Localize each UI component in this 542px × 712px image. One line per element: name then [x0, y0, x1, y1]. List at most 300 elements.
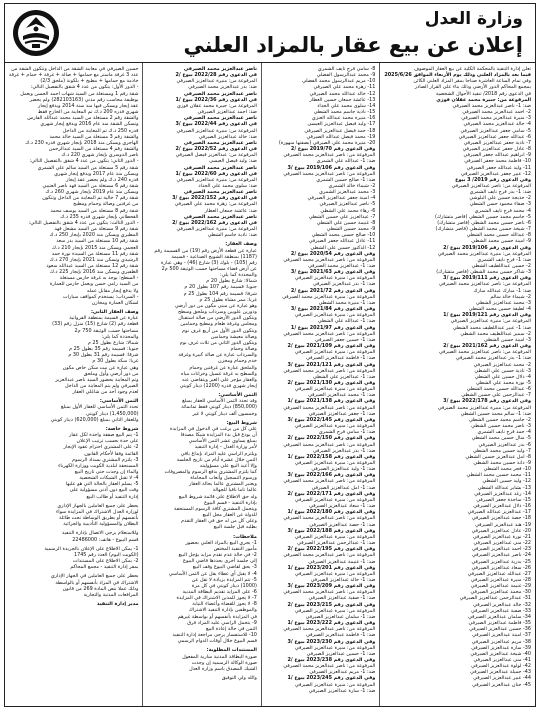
text-line: يحظر على جميع العاملين بالجهاز الإداري	[57, 502, 139, 509]
text-line: 1- يمكن الاطلاع على الإعلان بالجريدة الرسمية	[44, 545, 139, 552]
text-line: ضد: 1- بدر عبدالعزيز محمد الصيرفي	[455, 355, 531, 362]
announcement-body	[5, 63, 535, 706]
text-line: 19- محمد فيصل عبدالله الصيرفي	[306, 133, 376, 140]
text-line: في الدعوى رقم 2022/152 بيوع /3	[172, 195, 257, 202]
text-line: قسم البيوع - هاتف: 22486000	[72, 536, 139, 543]
announcement-header	[5, 4, 535, 63]
text-line: بإدارة التنفيذ - قسم البيوع	[204, 499, 257, 506]
text-line: وفي الدعوى رقم 2021/63 بيوع /3	[290, 269, 376, 276]
text-line: صورة البطاقة المدنية سارية المفعول	[182, 653, 257, 660]
text-line: 30- محمد عبدالعزيز الصيرفي	[470, 589, 531, 596]
text-line: المطيري ويسكن منذ 2020 بإيجار 250 د.ك	[49, 232, 139, 239]
text-line: شمالا: شارع بطول 20 م	[206, 278, 257, 285]
text-line: وفي الدعوى رقم 2022/178 بيوع /3	[443, 398, 531, 405]
text-line: والسطح به غرفة غسيل وخزانات مياه	[181, 370, 257, 377]
text-line: 1- يتم البيع صفقة واحدة لكل عقار	[69, 432, 139, 439]
text-line: 9- ابراهيم عبدالله جعفر الصيرفي	[463, 152, 531, 159]
text-line: رقم (105) - بلوك (3) شارع (46) - وهي عبارة	[161, 259, 257, 266]
text-line: 9- دانة حسين محمد الشطي	[473, 460, 531, 466]
text-line: من دور أرضي وأول وملحق	[83, 370, 139, 377]
text-line: المرفوعة من: منيرة عبدالعزيز الصيرفي	[294, 570, 376, 577]
text-line: 12- وليد حسين الشطي	[482, 478, 531, 485]
text-line: 2- سمير عبداللطيف محمد الشطي	[460, 330, 531, 337]
announcement-title: إعلان عن بيع عقار بالمزاد العلني	[183, 33, 523, 57]
text-line: 16- دلال عبدالعزيز الصيرفي	[473, 503, 531, 510]
text-line: شقة رقم 1 ومستغلة من السيد شهاب احمد الحسن ويعمل	[20, 90, 139, 97]
text-line: وفي الدعوى رقم 2023/215 بيوع /2	[287, 601, 376, 608]
text-line: من السيد رامي حسن ويعمل حارس للعمارة	[49, 281, 139, 288]
text-line: عبارة عن قطعة الأرض رقم (19) من القسيمة رقم	[154, 247, 257, 254]
text-line: وصالة وحمام	[230, 346, 257, 353]
text-line: 42- لولوة عبدالعزيز الصيرفي	[471, 663, 531, 670]
text-line: 2- جاسم محمد حسين الشطي	[468, 416, 531, 423]
text-line: بمقر إدارة التنفيذ - مجمع المحاكم	[70, 564, 139, 571]
text-line: لأمر وزارة العدل - إدارة التنفيذ	[194, 444, 257, 451]
ministry-name: وزارة العدل	[424, 9, 523, 29]
text-line: 18- حمد فيصل عبدالعزيز الصيرفي	[304, 127, 376, 134]
text-line: المرفوعة من: ناصر عبدالعزيز محمد الصيرفي	[283, 330, 376, 337]
text-line: وفي الدعوى رقم 2021/138 بيوع /1	[287, 398, 376, 405]
text-line: 9- يتحمل الراسي عليه المزاد فرق	[187, 619, 257, 626]
text-line: المرفوعة من: ناصر عبدالعزيز محمد الصيرفي	[283, 152, 376, 159]
text-line: - الدور الثالث: يتكون من عدد 4 شقق بالتفصيل التالي:	[28, 219, 139, 226]
text-line: 2- شيماء خالد الشمري	[328, 182, 376, 189]
text-line: المرفوعة من: منيرة عبدالعزيز محمد الصيرفي	[437, 404, 531, 411]
text-line: 5- ناصر عبدالعزيز الصيرفي	[319, 201, 376, 208]
text-line: عدد 3 غرفة ماستر مع حمامها + صالة + غرفة + حمام + غرفة	[9, 72, 139, 79]
text-line: وفي الدعوى رقم 2022/166 بيوع /3	[287, 472, 376, 479]
text-line: خادمة مع حمامها + مطبخ + بلكونة (ملحق 2/3)	[40, 78, 139, 85]
text-line: 11- عادل عبدالله جعفر الصيرفي	[308, 238, 376, 245]
text-line: 2- شيماء خالد سالم	[490, 293, 531, 300]
text-line: شرقا: قسيمة رقم 104 بطول 25 م	[183, 290, 257, 297]
text-line: 21- نورة عبدالعزيز الصيرفي	[472, 533, 531, 540]
text-line: 26- سعاد عبدالعزيز الصيرفي	[471, 564, 531, 571]
text-line: 2- خديجة حسين علي البلوشي	[469, 195, 531, 202]
text-line: 9- محمد عبدالرسول الفضلي	[316, 72, 376, 79]
text-line: وصف العقار:	[225, 241, 257, 248]
announcement-page	[4, 3, 536, 707]
text-line: ملاحظات:	[233, 533, 257, 540]
text-line: 29- غنيمة عبدالعزيز الصيرفي	[470, 583, 531, 590]
text-line: 5- منال حسين محمد الشطي	[471, 435, 531, 442]
text-line: وفي الدعوى رقم 2023/222 بيوع /1	[287, 620, 376, 627]
text-line: ويتحمل المشتري كافة الرسوم المستحقة	[174, 505, 257, 512]
text-line: 3- محمد عبدالعزيز الشمري	[319, 189, 376, 196]
text-line: بأنفسهم أو بطريق الوساطة تحت طائلة	[59, 515, 139, 522]
text-line: 7- عبدالعزيز علي حسين الشطي	[308, 213, 376, 220]
text-line: الهاجري ويسكن منذ 2018 بإيجار شهري قدره 230 د.ك	[25, 139, 139, 146]
text-line: ضد: 1- امل عبدالعزيز الصيرفي	[311, 484, 376, 491]
text-line: 44- عبير عبدالعزيز الصيرفي	[473, 675, 531, 682]
text-line: ضد: سلوى محمد علي الحداد	[198, 182, 257, 189]
text-line: ضد: 1- سعاد عبدالعزيز الصيرفي	[309, 503, 376, 510]
text-line: ضد: 1- مريم عبدالعزيز الصيرفي	[309, 669, 376, 676]
text-line: المرفوعة من: زهرة محمد علي الصيرفي	[174, 201, 257, 208]
text-line: وفي الدعوى رقم 2023/238 بيوع /2	[287, 657, 376, 663]
text-line: شروط البيع:	[226, 419, 257, 426]
text-line: وفي الدعوى رقم 2021/84 بيوع /3	[290, 306, 376, 313]
text-line: تحدد الثمن الأساسي للعقار الأول بمبلغ	[60, 404, 139, 411]
text-column-2	[261, 63, 379, 706]
text-line: الثمن الأساسي:	[99, 398, 139, 405]
text-line: ضد: 1- سلمان عبدالعزيز الصيرفي	[305, 613, 376, 620]
text-line: شروط خاصة:	[105, 425, 139, 432]
text-line: المرفوعة من: ناصر عبدالعزيز محمد الصيرفي	[283, 552, 376, 559]
text-line: في الدعوى رقم 2022/162 بيوع /2	[172, 219, 257, 226]
text-line: (1,450,000) دينار كويتي	[86, 410, 139, 417]
text-line: 10- للاستفسار يرجى مراجعة إدارة التنفيذ	[172, 632, 257, 639]
text-line: بطلبه قبل جلسة البيع	[213, 524, 257, 531]
text-line: ضد: 1- حسين جعفر الصيرفي	[315, 336, 376, 343]
text-line: 6- على المزايد تقديم البطاقة المدنية	[182, 588, 257, 595]
text-line: القحطاني بإيجار شهري قدره 235 د.ك	[60, 213, 139, 220]
text-line: الثمن في حالة إعادة البيع	[205, 625, 257, 632]
text-line: ويتكون الدور الأول من أربع غرف نوم	[182, 327, 257, 334]
text-line: ضد: 1- خالد عبدالعزيز الصيرفي	[310, 576, 376, 583]
text-line: ضد: 1- صالح حسين الشمري	[316, 176, 376, 183]
text-line: 5- يسلم العقار بالحالة التي هو عليها	[65, 481, 139, 488]
text-line: في المزايدة بأنفسهم أو بواسطة غيرهم	[177, 613, 257, 620]
text-line: شقة رقم 6 مستغلة من السيد فهد ناصر العتيبي	[42, 182, 139, 189]
text-line: ورسوم التسجيل وأتعاب المحاماة	[190, 475, 257, 482]
text-line: 41- منى عبدالعزيز الصيرفي	[473, 657, 531, 663]
text-line: مأمور التنفيذ المختص	[213, 545, 257, 552]
text-line: ضد: 1- بدر عبدالعزيز الصيرفي	[312, 281, 376, 288]
text-line: المرفوعة من: ناصر عبدالعزيز محمد الصيرفي	[283, 367, 376, 374]
text-line: بمجمع المحاكم الدور الأرضي وذلك بناء على القرار الصادر	[414, 84, 531, 91]
text-line: وفي الدعوى رقم 2022/171 بيوع /2	[287, 490, 376, 497]
text-line: ضد: 1- صفية عبدالعزيز الصيرفي	[308, 595, 376, 602]
text-line: ضد: 1- حسين عبدالعزيز الصيرفي	[306, 650, 376, 657]
text-line: ضد: بدر عبدالعزيز محمد الصيرفي	[188, 84, 257, 91]
text-line: 9- محمد حسين الشطي	[326, 226, 376, 233]
text-line: وفي الدعوى رقم 2022/158 بيوع /1	[287, 453, 376, 460]
text-line: ضد: نادية جاسم الشطي	[207, 232, 257, 239]
text-line: 22- منى عبدالعزيز الصيرفي	[473, 540, 531, 547]
text-line: المرفوعة من: منيرة عبدالعزيز الصيرفي	[294, 644, 376, 651]
text-line: 11- وليد عبدالله جعفر الصيرفي	[466, 164, 531, 171]
text-line: 4- دلال حسين علي الشطي	[474, 373, 531, 380]
text-line: وفي الدعوى رقم 2019/111 بيوع /3	[443, 275, 531, 282]
text-line: شقة رقم 5 مستغلة من السيد سالم علي الشمري	[37, 164, 139, 171]
text-line: عالما تاما نافيا للجهالة	[212, 487, 257, 494]
text-line: المرافعات المدنية والتجارية	[83, 591, 139, 598]
text-line: ضد: 1- جعفر عبدالعزيز الصيرفي	[308, 410, 376, 417]
text-line: ضد: 1- عبدالله علي الشطي	[317, 318, 376, 325]
text-line: المرفوعة من: ناصر عبدالعزيز محمد الصيرفي	[283, 515, 376, 522]
text-line: وهي عبارة عن بيت سكن خاص مكون	[62, 364, 139, 371]
text-line: 3- محمد عبدالعزيز الشطي	[476, 299, 531, 306]
text-line: المرفوعة من: منيرة عبدالعزيز الصيرفي	[176, 127, 257, 134]
text-line: والله ولي التوفيق	[221, 675, 257, 681]
text-line: (1000) دينار كويتي في كل مرة	[191, 582, 257, 589]
text-line: 8- عادل جعفر عبدالعزيز الصيرفي	[462, 146, 531, 153]
text-line: وفي الدعوى رقم 2023/209 بيوع /3	[287, 583, 376, 590]
text-line: المرفوعة من: منيرة عبدالعزيز محمد الصيرفي	[282, 293, 376, 300]
text-line: ناصر عبدالعزيز محمد الصيرفي	[183, 189, 257, 196]
text-line: ناصر عبدالعزيز محمد الصيرفي	[183, 90, 257, 97]
text-line: والملحق عبارة عن غرفتين وحمام	[189, 364, 257, 371]
text-line: ضد: 1- ناصر عبدالعزيز محمد الصيرفي	[452, 102, 531, 109]
text-line: المرفوعة من: منيرة عبدالعزيز الصيرفي	[294, 349, 376, 356]
text-line: بمبلغ يساوي عشر الثمن الأساسي	[188, 438, 257, 445]
text-line: وفي الدعوى رقم 2019/ 3 بيوع	[455, 176, 531, 183]
text-line: ضد: 1- عبدالعزيز علي الشطي	[313, 373, 376, 380]
text-line: 2- حسين عبداللطيف الشطي	[471, 263, 531, 269]
text-line: الرشيدي وتسكن منذ 2021 بإيجار 270 د.ك	[49, 256, 139, 263]
text-line: ضد: 1- فرج نايف الشمري	[477, 256, 531, 263]
text-line: العجمي ويسكن منذ 2015 بإيجار 210 د.ك	[51, 244, 139, 251]
text-line: ودورين علويين وسرداب وملحق وسطح	[177, 309, 257, 316]
text-line: والعقار مؤجر على الغير ويتقاضى عنه	[181, 376, 257, 383]
text-line: البطلان والمسؤولية التأديبية والجزائية	[63, 521, 139, 528]
text-line: 3- صفاء محمود حسن الشطي	[469, 201, 531, 208]
text-line: - السرداب: يستخدم كمواقف سيارات	[63, 293, 139, 300]
text-line: شقة رقم 9 مستغلة من السيد مشعل فهد	[54, 226, 139, 233]
text-line: وخمسون ألف دينار كويتي لا غير	[192, 410, 257, 417]
text-line: 7- وليد حسين محمد الشطي	[472, 447, 531, 454]
text-line: شقة رقم 10 مستغلة من السيد بدر سعد	[56, 238, 139, 245]
text-line: 3- منيرة عبدالعزيز محمد الصيرفي	[461, 115, 531, 122]
text-line: وتسكن الشقة منذ عام 2016 ويدفع إيجار شهري	[40, 121, 139, 128]
text-line: 6- عبدالله حسين محمد الشطي	[466, 386, 531, 393]
text-line: ضد: 1- بدر عبدالعزيز الصيرفي	[312, 447, 376, 454]
text-line: قدره 250 د.ك تم المعاينة من الداخل	[62, 127, 139, 134]
text-line: 2- في حالة عدم تقدم مزايد يؤجل البيع	[178, 552, 257, 559]
text-line: 20- عادل عبدالعزيز الصيرفي	[471, 527, 531, 534]
text-line: وفي الدعوى رقم 2023/201 بيوع /1	[287, 564, 376, 571]
text-line: للدولة عن العقار محل البيع	[202, 512, 257, 519]
text-line: 3- امينة حسين الشطي	[484, 336, 531, 343]
text-line: وفي الدعوى رقم 2022/195 بيوع /2	[287, 546, 376, 553]
text-line: 25- بدرية عبدالعزيز الصيرفي	[471, 558, 531, 565]
text-line: وعلى كل من له حق في العقار التقدم	[181, 518, 257, 525]
text-line: إيجار شهري قدره (1200) دينار كويتي	[179, 382, 257, 389]
text-line: وله حق الاطلاع على قائمة شروط البيع	[178, 493, 257, 500]
text-line: شرقا: قسيمة رقم 31 بطول 30 م	[68, 352, 139, 359]
text-line: 32- خالد عبدالعزيز الصيرفي	[473, 601, 531, 608]
text-line: - الدور الأول: يتكون من عدد 4 شقق بالتفصيل التالي:	[30, 84, 139, 91]
text-line: وفي الدعوى رقم 2019/106 بيوع /2	[443, 244, 531, 251]
text-line: كما يلتزم المشتري بدفع الرسوم والمصروفات	[164, 469, 257, 475]
text-line: ويتكون الدور الثاني من ثلاث غرف نوم	[179, 339, 257, 346]
text-line: ضد: 1- بدر فرج نايف الشمري	[469, 189, 531, 196]
text-line: المرفوعة من: ناصر عبدالعزيز محمد الصيرفي	[438, 281, 531, 288]
text-column-1	[379, 63, 535, 706]
text-line: 8- عبدالله حسين محمد الشطي	[466, 232, 531, 239]
text-line: المستحقة لبلدية الكويت ووزارة الكهرباء	[58, 462, 139, 469]
text-line: 17- وليد فيصل عبدالعزيز العيسى	[307, 121, 376, 128]
text-line: 36- حسين عبدالعزيز الصيرفي	[469, 626, 531, 633]
text-line: 4- لا يقبل أي عطاء يقل عن الثمن الأساسي	[168, 570, 257, 577]
text-line: 34- سلمان عبدالعزيز الصيرفي	[468, 613, 531, 620]
text-line: المرفوعة من: منيرة عبدالعزيز الصيرفي	[294, 312, 376, 319]
text-line: المستندات المطلوبة:	[206, 647, 257, 654]
text-line: المرفوعة من: ناصر عبدالعزيز محمد الصيرفي	[283, 589, 376, 596]
text-line: الاشتراك في المزاد بأنفسهم أو بالواسطة	[55, 579, 139, 586]
text-line: 3- شاكر حسين محمد الشطي (قاصر متشارك)	[436, 269, 531, 276]
text-line: بوظيفة محاسب رقم مدني (282103163) ولم يحضر	[29, 96, 139, 103]
text-line: ويسكن منذ عام 2017 ويدفع إيجار شهري	[54, 170, 139, 177]
text-line: ضد: 1- عبير عبداللطيف محمد الشطي	[452, 324, 531, 331]
text-line: 7- عبدالرحمن علي حسين الشطي	[461, 392, 531, 399]
text-line: قسم البيوع خلال أوقات الدوام الرسمي	[177, 638, 257, 645]
text-line: وفي الدعوى رقم 2022/145 بيوع /3	[287, 416, 376, 423]
text-line: المرفوعة من: ناصر عبدالعزيز محمد الصيرفي	[283, 626, 376, 633]
text-line: 35- فاطمة عبدالعزيز الصيرفي	[468, 620, 531, 627]
text-line: ضد: خالد عبدالعزيز الصيرفي	[198, 133, 257, 140]
text-line: 8- سامي فرج نايف الشمري	[317, 66, 376, 72]
text-line: والمحددة كما يلي:	[101, 333, 139, 340]
text-line: ضد: 1- عبدالرحمن عبدالعزيز الصيرفي	[297, 540, 376, 547]
text-line: 23- احمد عبدالعزيز الصيرفي	[471, 546, 531, 553]
text-line: 5- نورة محمد علي الشطي	[475, 379, 531, 386]
text-line: شقة رقم 7 خالية تم المعاينة من الداخل وتتكون	[42, 195, 139, 202]
text-line: وفي الدعوى رقم 2021/130 بيوع /2	[287, 379, 376, 386]
text-line: قدره 240 د.ك ولم يحضر عقد إيجار	[65, 176, 139, 183]
text-line: لوزارة العدل الاشتراك في المزايدة سواء	[55, 508, 139, 515]
text-line: جنوبا: قسيمة رقم 35 بطول 25 م	[69, 346, 139, 353]
text-line: المرفوعة من: منيرة عبدالعزيز الصيرفي	[294, 496, 376, 503]
kuwait-emblem-icon	[11, 8, 61, 58]
text-line: ناصر الدوسري بإيجار شهري 220 د.ك	[61, 152, 139, 159]
text-line: وفي الدعوى رقم 2021/162 بيوع /2	[443, 343, 531, 350]
text-line: 10- صالح حسين محمد الشطي	[311, 232, 376, 239]
text-line: 5- جاسم محمد حسين الشطي (قاصر متشارك)	[435, 213, 531, 220]
text-line: ضد: 1- وليد عبدالعزيز الصيرفي	[311, 466, 376, 473]
text-line: 6- رهاء محمد علي الشطي	[320, 207, 376, 214]
text-line: وقد تحدد الثمن الأساسي للعقار بمبلغ	[182, 398, 257, 405]
text-line: والشقة رقم 4 مستغلة من السيد عبدالرحمن	[48, 146, 139, 153]
text-line: لسكان العمارة ومخازن	[91, 299, 139, 306]
text-line: 2- يمكن الاطلاع على المستندات	[72, 558, 139, 565]
text-line: ضد: 1- محمد عبدالعزيز الصيرفي	[308, 392, 376, 399]
text-line: ناصر عبدالعزيز محمد الصيرفي	[183, 66, 257, 72]
line-gap	[147, 681, 256, 684]
text-line: المرفوعة من: منيرة عبدالعزيز الصيرفي	[176, 226, 257, 233]
text-line: 6- عبدالله جعفر عبدالعزيز الصيرفي	[458, 133, 531, 140]
text-line: 9- امينة حسين محمد الشطي	[471, 238, 531, 245]
text-line: وفي تمام الساعة العاشرة صباحا بمقر المزاد العلني الكائن	[413, 78, 531, 85]
text-line: الظفيري ويسكن منذ 2016 بإيجار 225 د.ك	[49, 269, 139, 276]
text-line: 3- يلتزم المشتري بسداد الرسوم	[72, 456, 139, 463]
text-line: ضد: 1- حصة عبدالعزيز الصيرفي	[309, 521, 376, 528]
text-line: 12- الدكتور حسين علي الشطي	[310, 244, 376, 251]
text-line: المرفوعة من: منيرة عبدالعزيز الصيرفي	[294, 386, 376, 393]
text-line: 4- محمد فرج نايف الشمري	[474, 207, 531, 214]
text-line: 5- تتم المزايدة بزيادة لا تقل عن	[191, 576, 257, 583]
text-line: شهري قدره 200 د.ك تم المعاينة من الخارج فقط	[37, 109, 139, 116]
text-line: مساحتها حسب الوثيقة 750 م2	[74, 327, 139, 334]
text-line: 43- جميلة عبدالعزيز الصيرفي	[470, 669, 531, 676]
text-line: وفي الدعوى رقم 2019/70 بيوع /2	[290, 146, 376, 153]
text-line: 17- عبدالعزيز عبدالله الصيرفي	[467, 509, 531, 516]
text-line: 4- خالد عبدالعزيز محمد الصيرفي	[463, 121, 531, 128]
text-line: 15- نادية جاسم محمد الشطي	[313, 109, 376, 116]
text-line: ضد: احمد عبدالعزيز الصيرفي	[197, 109, 257, 116]
text-line: 14- سلوى محمد علي الحداد	[317, 102, 376, 109]
text-line: شمالا: شارع بطول 25 م	[87, 339, 139, 346]
text-line: ومجلس وغرفة طعام ومطبخ وحمامين	[180, 321, 257, 328]
text-line: 6- ناصر حسين محمد الشطي (قاصر متشارك)	[437, 219, 531, 226]
text-line: وفي الدعوى رقم 2021/121 بيوع /3	[287, 361, 376, 368]
text-line: والشقة رقم 3 مستغلة من السيد خالد محمد	[49, 133, 139, 140]
text-line: 40- شيخة عبدالعزيز الصيرفي	[470, 650, 531, 657]
text-line: شقة رقم 11 مستغلة من السيدة نورة حمد	[51, 250, 139, 257]
text-line: حسين الصيرفي في معاينة الشقة من الداخل وتتكون الشقة من	[11, 66, 139, 72]
text-line: وفي الدعوى رقم 2022/150 بيوع /2	[287, 435, 376, 442]
text-line: شقة رقم 8 مستغلة من السيد يوسف محمد	[50, 207, 139, 214]
text-line: القائمة وفقا لأحكام القانون	[84, 450, 139, 457]
text-line: وفي الدعوى رقم 2021/72 بيوع /2	[290, 287, 376, 294]
text-line: 31- عبدالرحمن عبدالعزيز الصيرفي	[459, 595, 531, 602]
text-line: 33- صفية عبدالعزيز الصيرفي	[471, 607, 531, 614]
text-line: المرفوعة من: منيرة عبدالعزيز الصيرفي	[450, 318, 531, 325]
text-line: 37- امينة عبدالعزيز الصيرفي	[472, 632, 531, 639]
text-line: المرفوعة من: ناصر عبدالعزيز الصيرفي	[451, 182, 531, 189]
text-line: 4- لا تقبل الشيكات الشخصية	[79, 475, 139, 482]
text-line: ضد: 1- غنيمة عبدالعزيز الصيرفي	[308, 558, 376, 565]
text-line: عقد إيجار ويسكن فيها منذ سنة 2014 ويدفع إيجار	[38, 102, 139, 109]
text-line: وإلا أعيد البيع على مسؤوليته	[199, 462, 257, 469]
text-line: ضد: وليد فيصل العيسى	[209, 158, 257, 165]
text-line: 10- فجر محمد الشطي	[483, 466, 531, 473]
text-line: فيما بعد بالمزاد العلني وذلك يوم الأربعاء الموافق 2025/6/26	[384, 72, 531, 79]
text-line: وقت البيع دون أدنى مسؤولية على	[69, 487, 139, 494]
text-line: 11- زهرة محمد علي الصيرفي	[313, 84, 376, 91]
text-line: في الدعوى رقم 2022/36 بيوع /1	[175, 96, 257, 103]
text-line: 16- منيرة محمد عبدالله العنزي	[311, 115, 376, 122]
text-line: 2- على المشتري احترام عقود الإيجار	[63, 444, 139, 451]
text-line: وتم المعاينة بحضور السيد ناصر عبدالعزيز	[55, 376, 139, 383]
text-line: 3- ناصر محمد حسين الشطي	[471, 423, 531, 430]
text-line: المرفوعة من: منيرة عبدالعزيز الصيرفي	[294, 681, 376, 688]
text-line: المرفوعة من: منيرة عبدالعزيز الصيرفي	[176, 78, 257, 85]
text-line: 18- حصة عبدالعزيز الصيرفي	[471, 515, 531, 522]
text-line: الثمن خلال عشرة أيام من تاريخ الجلسة	[176, 456, 257, 463]
text-line: وفي الدعوى رقم 2022/180 بيوع /1	[287, 509, 376, 516]
text-line: وصف العقار الثاني:	[90, 309, 139, 316]
text-line: عن أرض فضاء مساحتها حسب الوثيقة 500 م2	[161, 266, 257, 272]
text-line: ناصر عبدالعزيز محمد الصيرفي	[183, 164, 257, 171]
text-line: 39- سارة عبدالعزيز الصيرفي	[471, 644, 531, 651]
text-line: في الدعوى رقم 2018/ تنفيذ الأحوال الشخصية	[435, 90, 531, 97]
text-line: إلى جلسة أخرى يحددها قاضي البيوع	[183, 558, 257, 565]
text-line: المرفوعة من: منيرة عبدالعزيز الصيرفي	[294, 275, 376, 282]
text-line: في الدعوى رقم 2022/28 بيوع /2	[175, 72, 257, 79]
text-line: 3- يحق لقاضي البيوع وقف البيع	[192, 564, 257, 571]
text-line: في الدعوى رقم 2022/52 بيوع /2	[175, 146, 257, 153]
text-line: الشيك المصدق باسم وزارة العدل	[189, 665, 257, 672]
text-line: على كل من يرغب في الدخول في المزايدة	[170, 425, 257, 432]
text-line: 4- امينة جعفر عبدالعزيز الصيرفي	[307, 195, 376, 202]
text-line: مدير إدارة التنفيذ	[96, 600, 139, 607]
text-line: شقة رقم 12 مستغلة من السيد عبدالله سعود	[46, 263, 139, 269]
text-line: المرفوعة من: ناصر عبدالعزيز محمد الصيرفي	[438, 349, 531, 356]
text-line: 2- محمد عبدالعزيز الصيرفي	[473, 361, 531, 368]
text-line: 13- عائشة جمعان حسين العطار	[309, 96, 376, 103]
text-line: ضد: 1- فاطمة عبدالعزيز الصيرفي	[306, 632, 376, 639]
text-line: المرفوعة من: ناصر عبدالعزيز محمد الصيرفي	[283, 441, 376, 448]
text-line: ضد: 1- سامي فرج الشمري	[318, 429, 376, 436]
text-line: ويلتزم الراسي عليه المزاد بإيداع باقي	[180, 450, 257, 457]
text-line: والسرداب عبارة عن صالة كبيرة وغرفة	[178, 352, 257, 359]
text-line: المرفوعة من: منيرة عبدالعزيز محمد الصيرفي	[437, 250, 531, 257]
text-line: الصيرفي ولم يتم المعاينة من الداخل	[65, 382, 139, 389]
text-line: والموظفين بإدارة التنفيذ الاشتراك	[188, 607, 257, 614]
text-line: 7- نادية جعفر عبدالعزيز الصيرفي	[463, 139, 531, 146]
